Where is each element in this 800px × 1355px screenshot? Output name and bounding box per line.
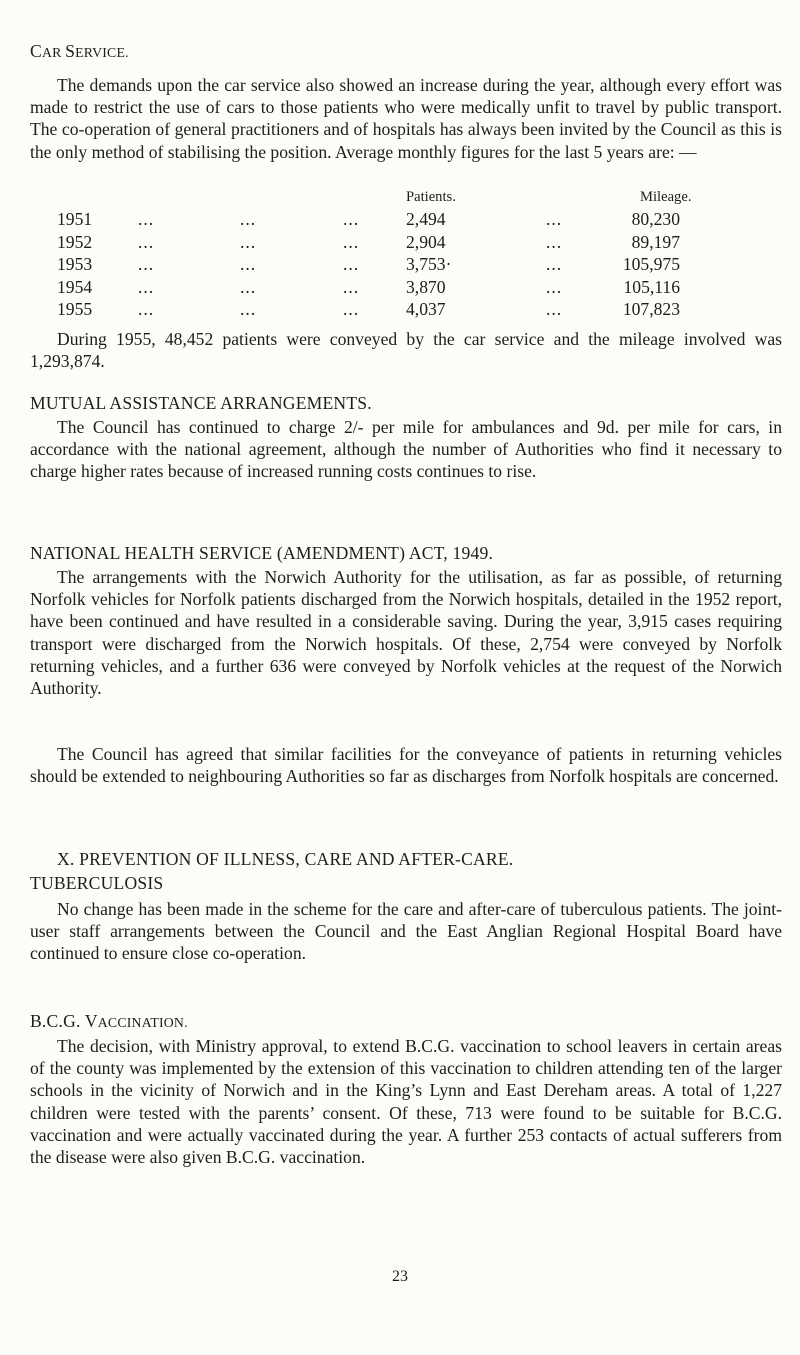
leader-dots: ... [240, 254, 257, 274]
car-service-summary: During 1955, 48,452 patients were conveyed by the car service and the mileage involved was 1,293,874. [30, 329, 782, 372]
leader-dots: ... [546, 299, 563, 319]
mileage-cell: 80,230 [631, 209, 680, 229]
patients-cell: 2,904 [406, 231, 446, 252]
leader-dots: ... [546, 231, 563, 252]
bcg-heading: B.C.G. VACCINATION. [30, 1011, 188, 1031]
leader-dots: ... [138, 254, 155, 274]
leader-dots: ... [343, 209, 360, 229]
leader-dots: ... [546, 254, 563, 274]
bcg-body: The decision, with Ministry approval, to extend B.C.G. vaccination to school leavers in certain areas of the county was implemented by the extension of this vaccination to children attending ten of the larger schools in the vicinity of Norwich and in the King’s Lynn and East Dereham areas. A total of 1,227 children were tested with the parents’ consent. Of these, 713 were found to be suitable for B.C.G. vaccination and were actually vaccinated during the year. A further 253 contacts of actual sufferers from the disease were also given B.C.G. vaccination. [30, 1036, 782, 1168]
prevention-heading: X. PREVENTION OF ILLNESS, CARE AND AFTER-CARE. [57, 849, 514, 869]
leader-dots: ... [240, 276, 257, 297]
page-number: 23 [392, 1268, 408, 1285]
patients-cell: 2,494 [406, 209, 446, 229]
leader-dots: ... [546, 276, 563, 297]
tuberculosis-body: No change has been made in the scheme for the care and after-care of tuberculous patients. The joint-user staff arrangements between the Council and the East Anglian Regional Hospital Board have continued to ensure close co-operation. [30, 899, 782, 964]
table-row [0, 253, 800, 275]
nhs-act-heading: NATIONAL HEALTH SERVICE (AMENDMENT) ACT, 1949. [30, 543, 494, 563]
year-cell: 1952 [57, 231, 93, 252]
patients-cell: 4,037 [406, 299, 446, 319]
mileage-column-header: Mileage. [640, 189, 692, 205]
patients-cell: 3,870 [406, 276, 446, 297]
leader-dots: ... [138, 231, 155, 252]
car-service-intro: The demands upon the car service also showed an increase during the year, although every effort was made to restrict the use of cars to those patients who were medically unfit to travel by public transport. The co-operation of general practitioners and of hospitals has always been invited by the Council as this is the only method of stabilising the position. Average monthly figures for the last 5 years are: — [30, 75, 782, 162]
year-cell: 1951 [57, 209, 93, 229]
leader-dots: ... [343, 231, 360, 252]
table-row [0, 208, 800, 230]
leader-dots: ... [343, 254, 360, 274]
car-service-heading: CAR SERVICE. [30, 41, 129, 61]
table-row [0, 276, 800, 298]
year-cell: 1953 [57, 254, 93, 274]
table-header [0, 186, 800, 208]
nhs-act-body-2: The Council has agreed that similar facilities for the conveyance of patients in returning vehicles should be extended to neighbouring Authorities so far as discharges from Norfolk hospitals are concerned. [30, 744, 782, 787]
leader-dots: ... [138, 209, 155, 229]
leader-dots: ... [240, 299, 257, 319]
mutual-assistance-heading: MUTUAL ASSISTANCE ARRANGEMENTS. [30, 393, 372, 413]
nhs-act-body-1: The arrangements with the Norwich Authority for the utilisation, as far as possible, of returning Norfolk vehicles for Norfolk patients discharged from the Norwich hospitals, detailed in the 1952 report, have been continued and have resulted in a considerable saving. During the year, 3,915 cases requiring transport were discharged from the Norwich hospitals. Of these, 2,754 were conveyed by Norfolk returning vehicles, and a further 636 were conveyed by Norfolk vehicles at the request of the Norwich Authority. [30, 567, 782, 699]
leader-dots: ... [240, 231, 257, 252]
mileage-cell: 89,197 [631, 231, 680, 252]
leader-dots: ... [343, 276, 360, 297]
leader-dots: ... [138, 299, 155, 319]
leader-dots: ... [343, 299, 360, 319]
mileage-cell: 107,823 [622, 299, 680, 319]
tuberculosis-subheading: TUBERCULOSIS [30, 873, 164, 893]
leader-dots: ... [138, 276, 155, 297]
mutual-assistance-body: The Council has continued to charge 2/- per mile for ambulances and 9d. per mile for cars, in accordance with the national agreement, although the number of Authorities who find it necessary to charge higher rates because of increased running costs continues to rise. [30, 417, 782, 482]
table-row [0, 298, 800, 320]
leader-dots: ... [546, 209, 563, 229]
patients-column-header: Patients. [406, 189, 456, 205]
mileage-cell: 105,975 [622, 254, 680, 274]
patients-cell: 3,753· [406, 254, 452, 274]
year-cell: 1955 [57, 299, 93, 319]
leader-dots: ... [240, 209, 257, 229]
mileage-cell: 105,116 [623, 276, 680, 297]
table-row [0, 231, 800, 253]
year-cell: 1954 [57, 276, 93, 297]
